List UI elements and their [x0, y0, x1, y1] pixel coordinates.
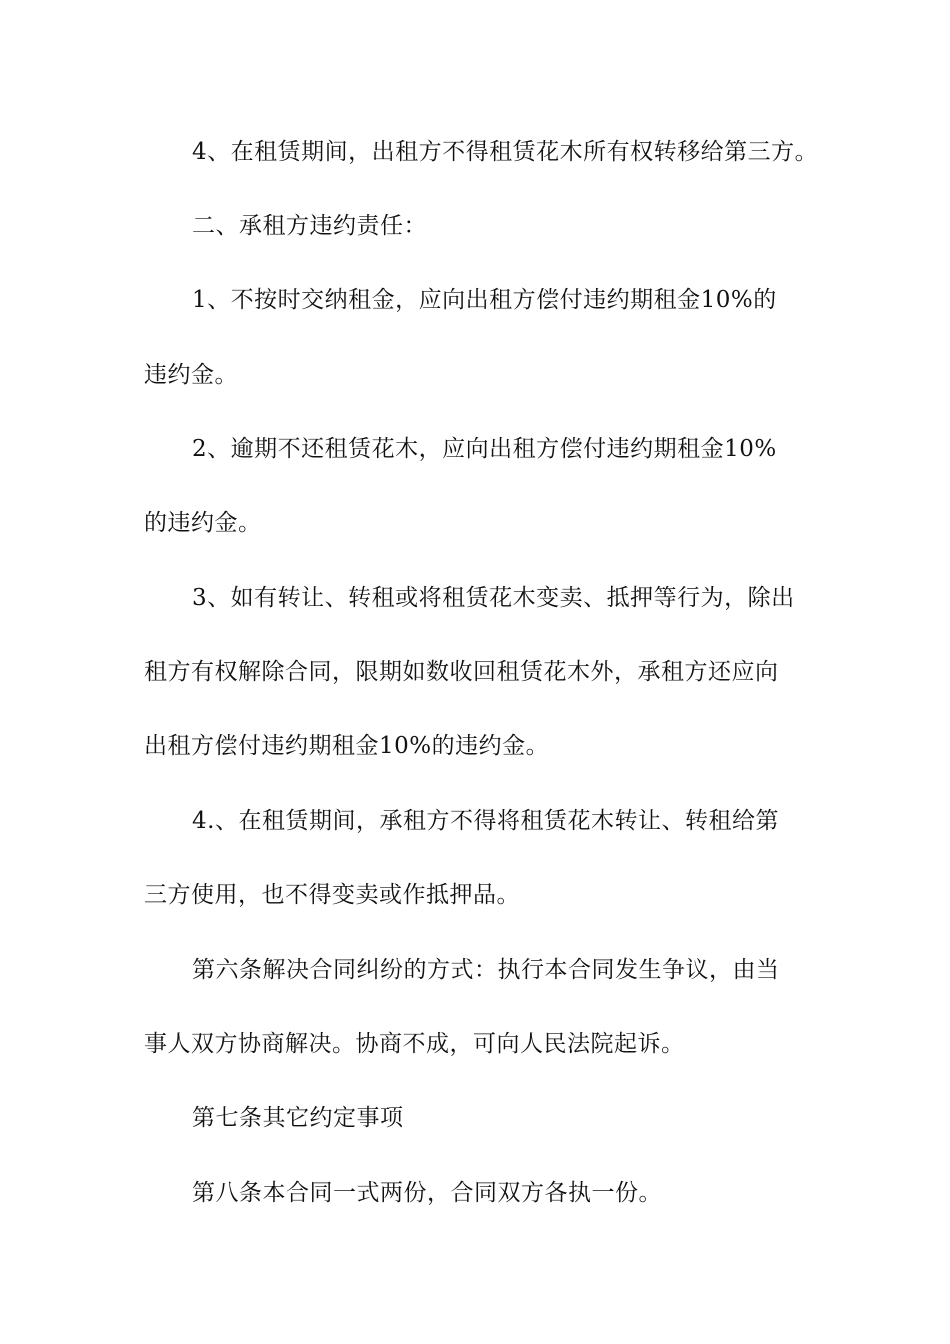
paragraph-line: 三方使用，也不得变卖或作抵押品。 [144, 882, 520, 908]
article-heading: 第七条其它约定事项 [192, 1105, 404, 1131]
paragraph-line: 3、如有转让、转租或将租赁花木变卖、抵押等行为，除出 [192, 585, 795, 611]
section-heading: 二、承租方违约责任： [192, 213, 427, 239]
paragraph-line: 第六条解决合同纠纷的方式：执行本合同发生争议，由当 [192, 957, 780, 983]
paragraph-line: 4、在租赁期间，出租方不得租赁花木所有权转移给第三方。 [192, 139, 819, 165]
paragraph-line: 的违约金。 [144, 510, 262, 536]
paragraph-line: 违约金。 [144, 362, 238, 388]
paragraph-line: 事人双方协商解决。协商不成，可向人民法院起诉。 [144, 1031, 685, 1057]
paragraph-line: 出租方偿付违约期租金10%的违约金。 [144, 733, 550, 759]
paragraph-line: 4.、在租赁期间，承租方不得将租赁花木转让、转租给第 [192, 808, 779, 834]
paragraph-line: 1、不按时交纳租金，应向出租方偿付违约期租金10%的 [192, 287, 777, 313]
paragraph-line: 第八条本合同一式两份，合同双方各执一份。 [192, 1180, 662, 1206]
paragraph-line: 租方有权解除合同，限期如数收回租赁花木外，承租方还应向 [144, 659, 779, 685]
paragraph-line: 2、逾期不还租赁花木，应向出租方偿付违约期租金10% [192, 436, 777, 462]
